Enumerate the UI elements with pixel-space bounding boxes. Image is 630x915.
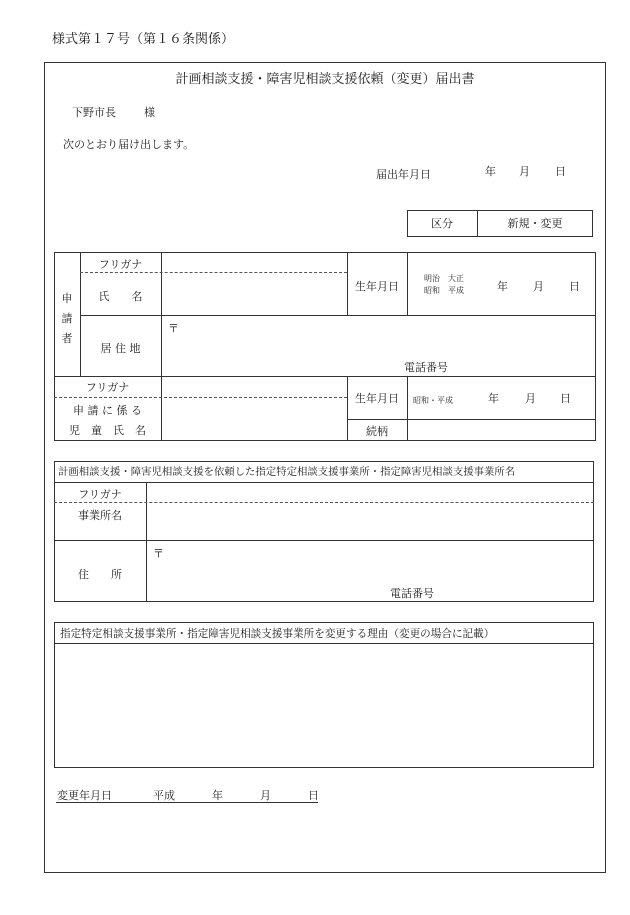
applicant-address-label: 居 住 地 [100,342,141,355]
office-furigana-label: フリガナ [78,488,122,501]
addressee [72,104,155,120]
applicant-section-char-1: 申 [61,292,73,305]
applicant-name-input[interactable] [162,274,346,314]
applicant-phone-label: 電話番号 [404,361,448,374]
child-birth-month: 月 [525,392,536,405]
office-name-label: 事業所名 [78,509,122,522]
change-date-underline [56,802,318,803]
submission-date-label: 届出年月日 [376,168,431,181]
child-era[interactable]: 昭和・平成 [413,396,453,405]
child-name-input[interactable] [162,377,346,440]
addressee-honorific: 様 [144,106,155,119]
change-date-year: 年 [212,789,223,802]
applicant-furigana-input[interactable] [162,253,346,271]
change-date-era: 平成 [153,789,175,802]
applicant-section-char-2: 請 [61,312,73,325]
form-number: 様式第１７号（第１６条関係） [52,32,235,47]
applicant-postal-mark: 〒 [168,322,179,335]
change-date-day: 日 [308,789,319,802]
applicant-birth-day: 日 [569,280,580,293]
applicant-section-divider [80,252,81,376]
office-address-label: 住 所 [78,568,122,581]
reason-input[interactable] [55,644,593,767]
change-date-month: 月 [260,789,271,802]
applicant-furigana-label: フリガナ [98,258,143,271]
child-label-line1: 申 請 に 係 る [73,404,142,417]
child-birth-year: 年 [488,392,499,405]
applicant-birth-month: 月 [533,280,544,293]
submission-month-unit: 月 [519,165,530,178]
intro-text: 次のとおり届け出します。 [63,138,195,151]
office-postal-mark: 〒 [153,547,164,560]
category-label: 区分 [431,217,453,230]
reason-header: 指定特定相談支援事業所・指定障害児相談支援事業所を変更する理由（変更の場合に記載） [60,628,495,640]
applicant-era-line2[interactable]: 昭和 平成 [424,286,464,295]
applicant-section-char-3: 者 [61,332,73,345]
applicant-era-line1[interactable]: 明治 大正 [424,274,464,283]
child-relation-label: 続柄 [366,425,388,438]
office-header: 計画相談支援・障害児相談支援を依頼した指定特定相談支援事業所・指定障害児相談支援事業所名 [58,466,516,478]
child-relation-input[interactable] [408,420,595,440]
form-title: 計画相談支援・障害児相談支援依頼（変更）届出書 [175,72,475,87]
change-date-label: 変更年月日 [57,789,112,802]
applicant-birth-label: 生年月日 [355,280,399,293]
birth-value-divider-top [407,252,408,315]
office-phone-label: 電話番号 [390,587,434,600]
submission-year-unit: 年 [485,165,496,178]
submission-day-unit: 日 [555,165,566,178]
applicant-birth-year: 年 [497,280,508,293]
office-address-input[interactable] [147,541,593,585]
applicant-name-label: 氏 名 [98,290,143,303]
furigana-dash [80,272,347,273]
child-birth-label: 生年月日 [355,392,399,405]
category-value[interactable]: 新規・変更 [507,217,563,230]
child-birth-day: 日 [560,392,571,405]
office-name-input[interactable] [147,483,593,539]
addressee-name: 下野市長 [72,106,116,119]
child-label-line2: 児 童 氏 名 [69,424,146,437]
applicant-address-input[interactable] [162,316,595,360]
submission-date [376,166,431,182]
child-furigana-label: フリガナ [85,381,130,394]
